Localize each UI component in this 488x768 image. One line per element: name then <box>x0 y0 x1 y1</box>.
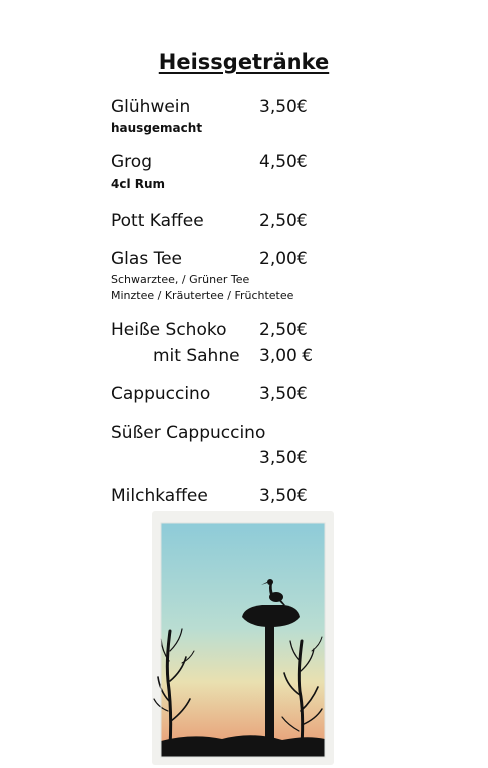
menu-item-note: Minztee / Kräutertee / Früchtetee <box>111 289 294 302</box>
ground-silhouette <box>161 735 325 757</box>
menu-item-price: 2,00€ <box>259 249 308 269</box>
menu-item-extra-name: mit Sahne <box>153 346 240 366</box>
menu-item-name: Heiße Schoko <box>111 320 227 340</box>
nest-pole <box>265 621 274 743</box>
menu-item-name: Glühwein <box>111 97 191 117</box>
menu-item-price: 4,50€ <box>259 152 308 172</box>
menu-item-price: 2,50€ <box>259 211 308 231</box>
menu-item-price: 3,50€ <box>259 97 308 117</box>
menu-item-note: hausgemacht <box>111 121 203 135</box>
menu-item-extra-price: 3,00 € <box>259 346 314 366</box>
menu-item-name: Milchkaffee <box>111 486 208 506</box>
sky-wash <box>161 523 325 757</box>
menu-item-price: 2,50€ <box>259 320 308 340</box>
menu-item-note: Schwarztee, / Grüner Tee <box>111 273 250 286</box>
menu-item-price: 3,50€ <box>259 486 308 506</box>
stork-nest-painting <box>152 511 334 765</box>
menu-item-note: 4cl Rum <box>111 177 166 191</box>
menu-item-name: Pott Kaffee <box>111 211 204 231</box>
menu-item-price: 3,50€ <box>259 448 308 468</box>
menu-item-name: Glas Tee <box>111 249 182 269</box>
menu-item-name: Cappuccino <box>111 384 211 404</box>
painting-svg <box>152 511 334 765</box>
menu-item-name: Grog <box>111 152 152 172</box>
menu-item-name: Süßer Cappuccino <box>111 423 266 443</box>
menu-item-price: 3,50€ <box>259 384 308 404</box>
menu-title: Heissgetränke <box>158 50 330 74</box>
